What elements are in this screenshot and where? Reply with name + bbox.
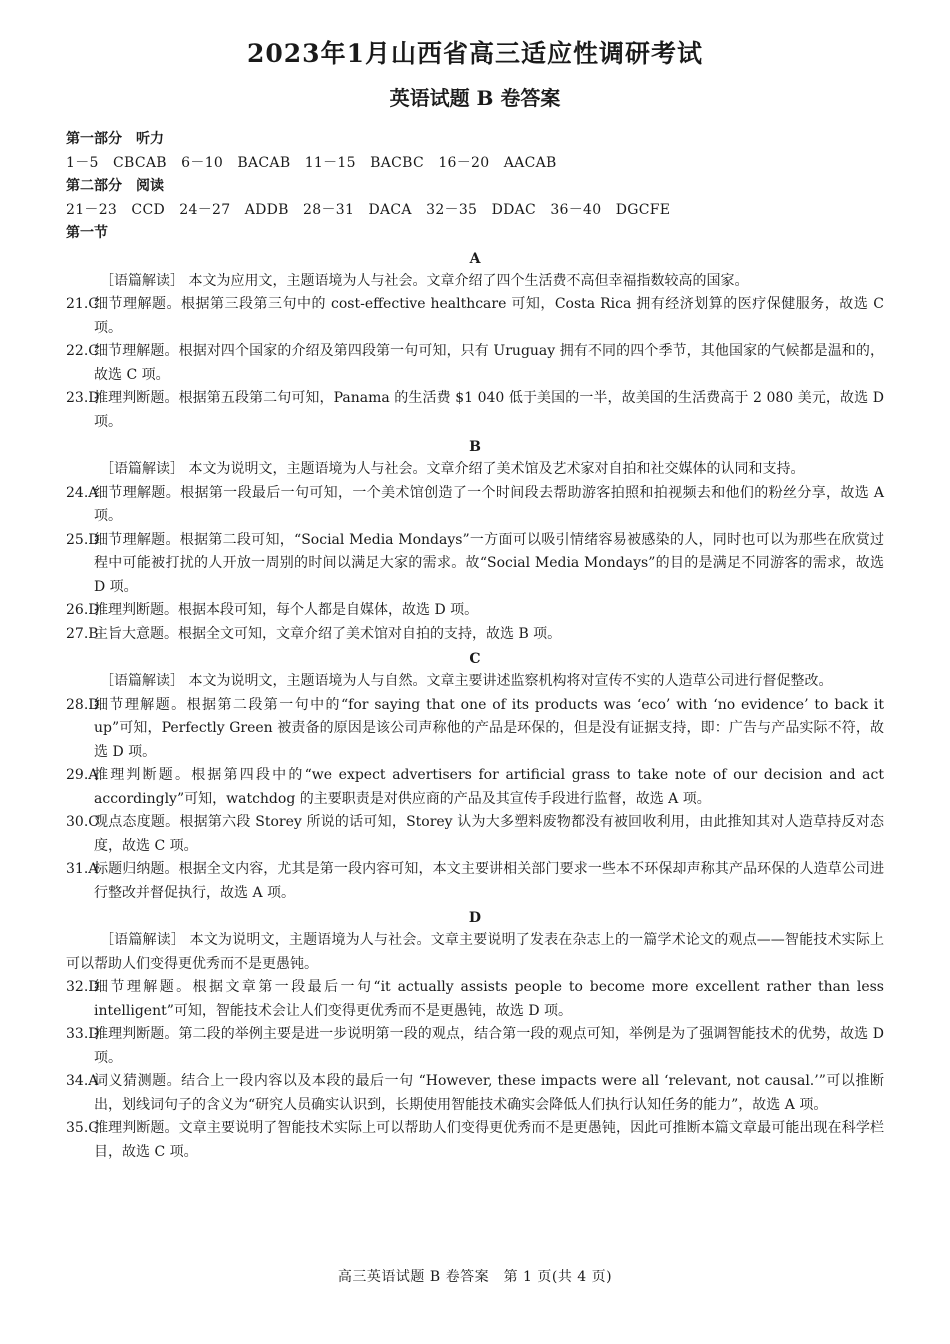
passage-letter: D (468, 910, 482, 926)
answer-number: 32.D (66, 979, 100, 995)
answer-item (66, 976, 884, 1023)
answer-explanation: 细节理解题。根据第二段可知，“Social Media Mondays”一方面可以吸引情绪容易被感染的人，同时也可以为那些在欣赏过程中可能被打扰的人开放一周别的时间以满足大家的需求。故“Social Media Mondays”的目的是满足不同游客的需求，故选 D 项。 (94, 531, 884, 595)
part2-heading: 第二部分 阅读 (66, 178, 164, 194)
listening-answers: 1－5 CBCAB 6－10 BACAB 11－15 BACBC 16－20 AACAB (66, 154, 557, 171)
answer-explanation: 细节理解题。根据第一段最后一句可知，一个美术馆创造了一个时间段去帮助游客拍照和拍视频去和他们的粉丝分享，故选 A 项。 (94, 484, 884, 524)
page-subtitle: 英语试题 B 卷答案 (389, 86, 561, 110)
answer-item (66, 340, 884, 387)
answer-item (66, 1023, 884, 1070)
answer-number: 28.D (66, 696, 100, 713)
answer-explanation: 推理判断题。根据第四段中的“we expect advertisers for artificial grass to take note of our decision and act accordingly”可知，watchdog 的主要职责是对供应商的产品及其宣传手段进行监督，故选 A 项。 (94, 767, 884, 807)
answer-number: 21.C (66, 296, 99, 312)
answer-number: 30.C (66, 814, 99, 830)
answer-item (66, 694, 884, 765)
answer-explanation: 观点态度题。根据第六段 Storey 所说的话可知，Storey 认为大多塑料废物都没有被回收利用，由此推知其对人造草持反对态度，故选 C 项。 (94, 814, 884, 854)
passage-letter: B (469, 439, 481, 455)
answer-number: 24.A (66, 484, 99, 501)
answer-number: 29.A (66, 767, 99, 783)
answer-number: 23.D (66, 390, 100, 406)
answer-explanation: 推理判断题。根据本段可知，每个人都是自媒体，故选 D 项。 (94, 602, 479, 618)
answer-explanation: 细节理解题。根据文章第一段最后一句“it actually assists people to become more excellent rather than less intelligent”可知，智能技术会让人们变得更优秀而不是更愚钝，故选 D 项。 (94, 979, 884, 1019)
passage-analysis: ［语篇解读］ 本文为说明文，主题语境为人与自然。文章主要讲述监察机构将对宣传不实的人造草公司进行督促整改。 (100, 673, 833, 689)
answer-item (66, 529, 884, 600)
answer-number: 35.C (66, 1120, 99, 1136)
passage-d (66, 907, 884, 1164)
section1-heading: 第一节 (66, 225, 108, 241)
answer-number: 34.A (66, 1073, 99, 1089)
reading-answers: 21－23 CCD 24－27 ADDB 28－31 DACA 32－35 DDAC 36－40 DGCFE (66, 201, 671, 218)
answer-item (66, 764, 884, 811)
passage-letter: A (469, 250, 481, 267)
answer-number: 31.A (66, 861, 99, 877)
passage-a (66, 248, 884, 435)
passage-analysis: ［语篇解读］ 本文为说明文，主题语境为人与社会。文章主要说明了发表在杂志上的一篇学术论文的观点——智能技术实际上可以帮助人们变得更优秀而不是更愚钝。 (66, 932, 884, 972)
answer-item (66, 623, 884, 647)
passage-analysis: ［语篇解读］ 本文为应用文，主题语境为人与社会。文章介绍了四个生活费不高但幸福指数较高的国家。 (100, 272, 749, 289)
answer-item (66, 293, 884, 340)
answer-item (66, 1070, 884, 1117)
answer-number: 33.D (66, 1026, 100, 1042)
answer-item (66, 858, 884, 905)
answer-number: 27.B (66, 625, 99, 642)
answer-explanation: 推理判断题。文章主要说明了智能技术实际上可以帮助人们变得更优秀而不是更愚钝，因此可推断本篇文章最可能出现在科学栏目，故选 C 项。 (94, 1120, 884, 1160)
answer-explanation: 推理判断题。第二段的举例主要是进一步说明第一段的观点，结合第一段的观点可知，举例是为了强调智能技术的优势，故选 D 项。 (94, 1026, 884, 1066)
passage-letter: C (469, 651, 481, 667)
answer-number: 22.C (66, 343, 99, 359)
answer-explanation: 标题归纳题。根据全文内容，尤其是第一段内容可知，本文主要讲相关部门要求一些本不环保却声称其产品环保的人造草公司进行整改并督促执行，故选 A 项。 (94, 861, 884, 901)
answer-explanation: 细节理解题。根据对四个国家的介绍及第四段第一句可知，只有 Uruguay 拥有不同的四个季节，其他国家的气候都是温和的，故选 C 项。 (94, 343, 884, 383)
answer-number: 26.D (66, 602, 100, 618)
answer-explanation: 词义猜测题。结合上一段内容以及本段的最后一句 “However, these impacts were all ‘relevant, not causal.’”可以推断出，划线词句子的含义为“研究人员确实认识到，长期使用智能技术确实会降低人们执行认知任务的能力”，故选 A 项。 (94, 1073, 884, 1113)
passage-c (66, 648, 884, 905)
answer-item (66, 811, 884, 858)
page-title: 2023年1月山西省高三适应性调研考试 (247, 39, 703, 68)
passage-b (66, 436, 884, 646)
answer-number: 25.D (66, 531, 100, 548)
answer-item (66, 599, 884, 623)
passage-analysis: ［语篇解读］ 本文为说明文，主题语境为人与社会。文章介绍了美术馆及艺术家对自拍和社交媒体的认同和支持。 (100, 461, 805, 477)
answer-item (66, 387, 884, 434)
answer-explanation: 细节理解题。根据第二段第一句中的“for saying that one of its products was ‘eco’ with ‘no evidence’ to back it up”可知，Perfectly Green 被责备的原因是该公司声称他的产品是环保的，但是没有证据支持，即：广告与产品实际不符，故选 D 项。 (94, 696, 884, 760)
answer-item (66, 1117, 884, 1164)
answer-item (66, 482, 884, 529)
page-footer: 高三英语试题 B 卷答案 第 1 页(共 4 页) (337, 1269, 613, 1285)
answer-explanation: 主旨大意题。根据全文可知，文章介绍了美术馆对自拍的支持，故选 B 项。 (94, 625, 562, 642)
answer-explanation: 推理判断题。根据第五段第二句可知，Panama 的生活费 $1 040 低于美国的一半，故美国的生活费高于 2 080 美元，故选 D 项。 (94, 390, 884, 430)
part1-heading: 第一部分 听力 (66, 131, 164, 147)
answer-explanation: 细节理解题。根据第三段第三句中的 cost-effective healthcare 可知，Costa Rica 拥有经济划算的医疗保健服务，故选 C 项。 (94, 296, 884, 336)
